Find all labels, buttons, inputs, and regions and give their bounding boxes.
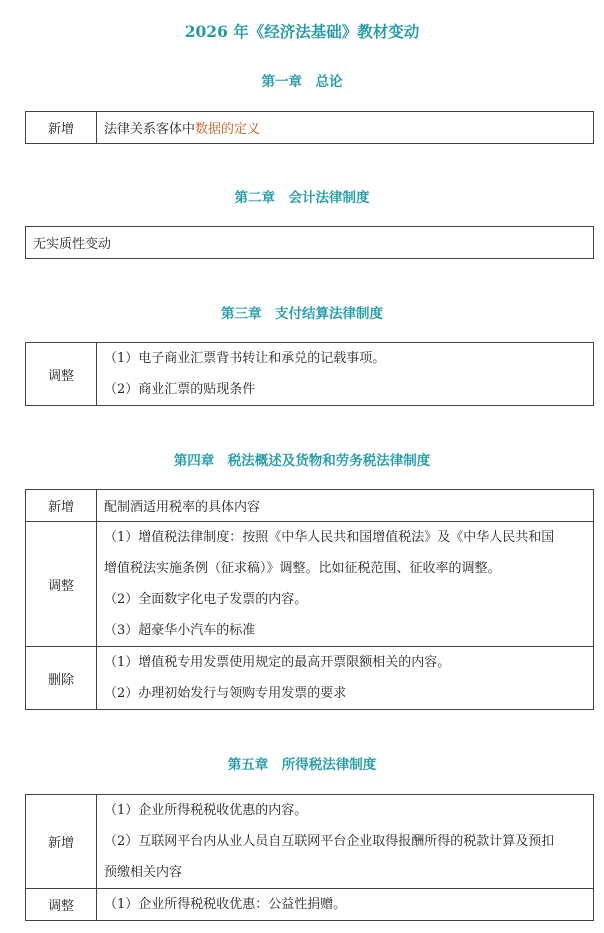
chapter-4-heading: 第四章 税法概述及货物和劳务税法律制度: [173, 453, 431, 469]
chapter-1-table: [25, 111, 594, 144]
row-label: 新增: [26, 795, 97, 889]
list-item: （2）商业汇票的贴现条件: [104, 382, 256, 397]
chapter-4-table: [25, 489, 594, 710]
row-label: 调整: [26, 522, 97, 647]
chapter-1-heading: 第一章 总论: [261, 74, 343, 90]
row-label: 调整: [26, 889, 97, 921]
row-content: [97, 647, 594, 710]
row-label: 新增: [26, 490, 97, 522]
row-content: [97, 522, 594, 647]
chapter-2-table: [25, 226, 594, 259]
highlighted-text: 数据的定义: [195, 122, 261, 137]
content-text: 法律关系客体中: [104, 122, 196, 137]
chapter-3-heading: 第三章 支付结算法律制度: [221, 306, 383, 322]
document-title: 2026 年《经济法基础》教材变动: [184, 22, 420, 41]
list-item: （3）超豪华小汽车的标准: [104, 623, 256, 638]
row-label: 调整: [26, 343, 97, 406]
row-label: 删除: [26, 647, 97, 710]
list-item: 预缴相关内容: [104, 865, 183, 880]
chapter-2-heading: 第二章 会计法律制度: [234, 190, 370, 206]
row-label: 新增: [26, 112, 97, 144]
row-content: [97, 889, 594, 921]
content-text: 无实质性变动: [33, 237, 112, 252]
chapter-5-table: [25, 794, 594, 921]
list-item: （1）增值税专用发票使用规定的最高开票限额相关的内容。: [104, 655, 451, 670]
row-content: [97, 795, 594, 889]
chapter-3-table: [25, 342, 594, 406]
list-item: （2）互联网平台内从业人员自互联网平台企业取得报酬所得的税款计算及预扣: [104, 834, 555, 849]
list-item: （1）增值税法律制度：按照《中华人民共和国增值税法》及《中华人民共和国: [104, 530, 555, 545]
list-item: （1）电子商业汇票背书转让和承兑的记载事项。: [104, 351, 386, 366]
row-content: [97, 112, 594, 144]
list-item: （2）办理初始发行与领购专用发票的要求: [104, 686, 347, 701]
row-content: [26, 227, 594, 259]
row-content: [97, 343, 594, 406]
list-item: 增值税法实施条例（征求稿）》调整。比如征税范围、征收率的调整。: [104, 561, 501, 576]
list-item: （2）全面数字化电子发票的内容。: [104, 592, 308, 607]
content-text: 配制酒适用税率的具体内容: [104, 500, 261, 515]
chapter-5-heading: 第五章 所得税法律制度: [227, 757, 377, 773]
list-item: （1）企业所得税税收优惠的内容。: [104, 803, 308, 818]
list-item: （1）企业所得税税收优惠：公益性捐赠。: [104, 897, 347, 912]
row-content: [97, 490, 594, 522]
